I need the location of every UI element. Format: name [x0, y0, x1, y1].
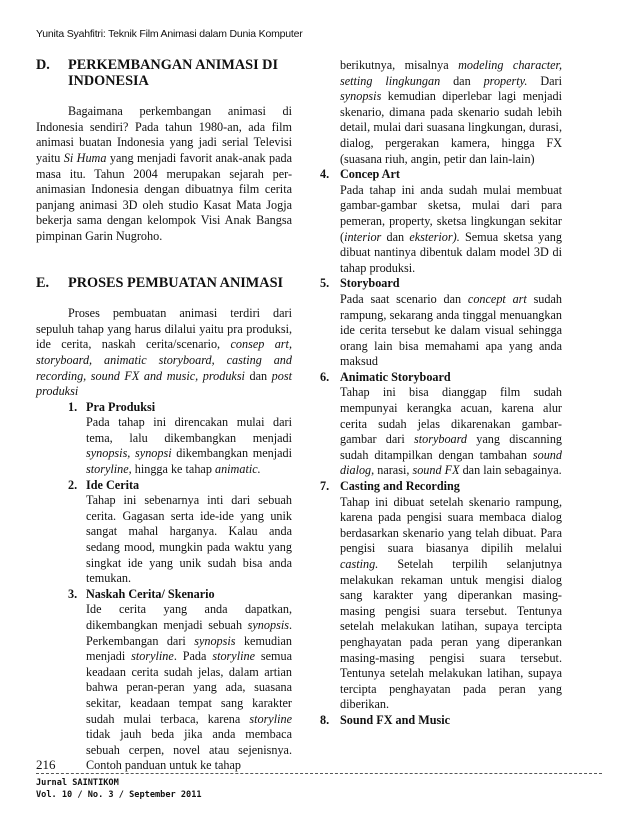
step-animatic-storyboard: 6. Animatic Storyboard Tahap ini bisa dianggap film sudah mempunyai kerangka acuan, karena alur cerita sudah jelas dikarenakan gambar-gambar dari storyboard yang discanning sudah ditampilkan dengan tambahan sound dialog, narasi, sound FX dan lain sebagainya.	[320, 369, 563, 478]
section-d-letter: D.	[36, 57, 50, 73]
step-text: Tahap ini bisa dianggap film sudah mempunyai kerangka acuan, karena alur cerita sudah jelas dikarenakan gambar-gambar dari storyboard yang discanning sudah ditampilkan dengan tambahan sound dialog, narasi, sound FX dan lain sebagainya.	[340, 385, 563, 478]
step-text: Tahap ini dibuat setelah skenario rampung, karena pada pengisi suara membaca dialog berdasarkan skenario yang telah dibuat. Para pengisi suara biasanya dipilih melalui casting. Setelah terpilih selanjutnya melakukan rekaman untuk mengisi dialog sang karakter yang diperankan masing-masing pengisi suara tersebut. Tentunya setelah melakukan latihan, supaya tercipta penghayatan pada peran yang diperankan masing-masing pengisi suara tersebut. Tentunya setelah melakukan latihan, supaya tercipta penghayatan pada peran yang diberikan.	[340, 494, 562, 712]
step-storyboard: 5. Storyboard Pada saat scenario dan concept art sudah rampung, sekarang anda tinggal menuangkan ide cerita tersebut ke dalam visual sehingga orang lain bisa memahami apa yang anda maksud	[320, 276, 562, 369]
step-title: Ide Cerita	[86, 477, 140, 492]
step-title: Sound FX and Music	[340, 712, 451, 727]
section-e-intro: Proses pembuatan animasi terdiri dari sepuluh tahap yang harus dilalui yaitu pra produksi, ide cerita, naskah cerita/scenario, consep art, storyboard, animatic storyboard, casting and recording, sound FX and music, produksi dan post produksi	[36, 306, 292, 399]
step-text: Ide cerita yang anda dapatkan, dikembangkan menjadi sebuah synopsis. Perkembangan dari synopsis kemudian menjadi storyline. Pada storyline semua keadaan cerita sudah jelas, dalam artian bahwa peran-peran yang ada, suasana sekitar, keadaan tempat sang karakter sudah mulai terbaca, karena storyline tidak jauh beda jika anda membaca sebuah cerpen, novel atau sejenisnya. Contoh panduan untuk ke tahap	[86, 602, 293, 773]
section-e-title: PROSES PEMBUATAN ANIMASI	[68, 274, 284, 291]
journal-issue: Vol. 10 / No. 3 / September 2011	[36, 790, 202, 800]
step-pra-produksi: 1. Pra Produksi Pada tahap ini direncakan mulai dari tema, lalu dikembangkan menjadi synopsis, synopsi dikembangkan menjadi storyline, hingga ke tahap animatic.	[68, 399, 292, 477]
step-3-continuation: berikutnya, misalnya modeling character, setting lingkungan dan property. Dari synopsis kemudian diperlebar lagi menjadi skenario, dimana pada skenario sudah lebih detail, mulai dari suasana lingkungan, durasi, dialog, pergerakan kamera, hingga FX (suasana riuh, angin, petir dan lain-lain)	[340, 58, 562, 166]
step-ide-cerita: 2. Ide Cerita Tahap ini sebenarnya inti dari sebuah cerita. Gagasan serta ide-ide yang unik sangat mahal harganya. Kalau anda sedang mood, mungkin pada waktu yang singkat ide yang unik sudah bisa anda temukan.	[68, 477, 292, 586]
step-title: Concep Art	[340, 167, 400, 182]
section-d-title: PERKEMBANGAN ANIMASI DI INDONESIA	[68, 57, 279, 89]
step-text: Pada tahap ini direncakan mulai dari tema, lalu dikembangkan menjadi synopsis, synopsi dikembangkan menjadi storyline, hingga ke tahap animatic.	[86, 415, 292, 477]
step-title: Naskah Cerita/ Skenario	[86, 586, 215, 601]
left-column	[36, 58, 292, 774]
process-steps-right	[320, 167, 562, 728]
section-e-heading	[36, 276, 292, 292]
step-text: Tahap ini sebenarnya inti dari sebuah cerita. Gagasan serta ide-ide yang unik sangat mahal harganya. Kalau anda sedang mood, mungkin pada waktu yang singkat ide yang unik sudah bisa anda temukan.	[86, 493, 292, 586]
page-number: 216	[36, 757, 56, 772]
step-concep-art: 4. Concep Art Pada tahap ini anda sudah mulai membuat gambar-gambar sketsa, mulai dari para pemeran, property, sketsa lingkungan sekitar (interior dan eksterior). Semua sketsa yang dibuat nantinya dibentuk dalam model 3D di tahap produksi.	[320, 167, 562, 275]
right-column	[320, 58, 562, 729]
step-sound-fx-music: 8. Sound FX and Music	[320, 713, 562, 729]
section-d-paragraph: Bagaimana perkembangan animasi di Indonesia sendiri? Pada tahun 1980-an, ada film animasi buatan Indonesia yang jadi serial Televisi yaitu Si Huma yang menjadi favorit anak-anak pada masa itu. Tahun 2004 merupakan sejarah per-animasian Indonesia dengan dibuatnya film cerita panjang animasi 3D oleh studio Kasat Mata Jogja bekerja sama dengan kelompok Visi Anak Bangsa pimpinan Garin Nugroho.	[36, 104, 293, 243]
process-steps-left	[36, 400, 292, 774]
step-title: Storyboard	[340, 276, 400, 291]
footer-divider	[36, 773, 602, 774]
step-title: Casting and Recording	[340, 479, 460, 494]
step-text: Pada tahap ini anda sudah mulai membuat gambar-gambar sketsa, mulai dari para pemeran, property, sketsa lingkungan sekitar (interior dan eksterior). Semua sketsa yang dibuat nantinya dibentuk dalam model 3D di tahap produksi.	[340, 182, 562, 275]
section-d-heading	[36, 58, 292, 89]
section-e-letter: E.	[36, 274, 50, 291]
step-title: Animatic Storyboard	[340, 369, 451, 384]
step-casting-recording: 7. Casting and Recording Tahap ini dibuat setelah skenario rampung, karena pada pengisi suara membaca dialog berdasarkan skenario yang telah dibuat. Para pengisi suara biasanya dipilih melalui casting. Setelah terpilih selanjutnya melakukan rekaman untuk mengisi dialog sang karakter yang diperankan masing-masing pengisi suara tersebut. Tentunya setelah melakukan latihan, supaya tercipta penghayatan pada peran yang diperankan masing-masing pengisi suara tersebut. Tentunya setelah melakukan latihan, supaya tercipta penghayatan pada peran yang diberikan.	[320, 479, 562, 712]
step-text: Pada saat scenario dan concept art sudah rampung, sekarang anda tinggal menuangkan ide cerita tersebut ke dalam visual sehingga orang lain bisa memahami apa yang anda maksud	[340, 291, 562, 369]
running-header: Yunita Syahfitri: Teknik Film Animasi dalam Dunia Komputer	[36, 28, 303, 40]
journal-name: Jurnal SAINTIKOM	[36, 778, 119, 788]
step-title: Pra Produksi	[86, 399, 156, 414]
step-naskah-cerita: 3. Naskah Cerita/ Skenario Ide cerita yang anda dapatkan, dikembangkan menjadi sebuah synopsis. Perkembangan dari synopsis kemudian menjadi storyline. Pada storyline semua keadaan cerita sudah jelas, dalam artian bahwa peran-peran yang ada, suasana sekitar, keadaan tempat sang karakter sudah mulai terbaca, karena storyline tidak jauh beda jika anda membaca sebuah cerpen, novel atau sejenisnya. Contoh panduan untuk ke tahap	[68, 586, 293, 773]
journal-info	[36, 777, 202, 801]
